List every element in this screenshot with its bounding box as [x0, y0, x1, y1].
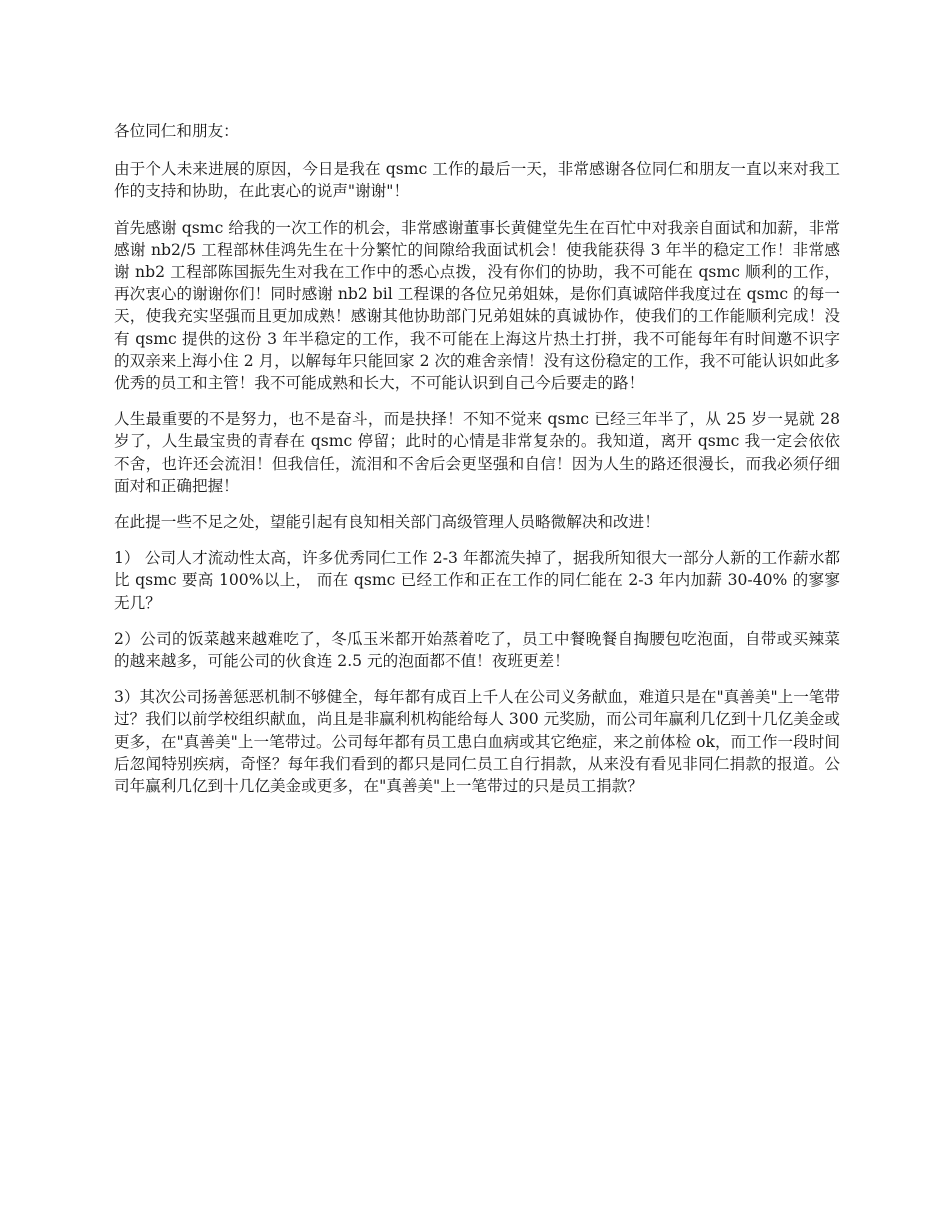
paragraph-thanks: 首先感谢 qsmc 给我的一次工作的机会，非常感谢董事长黄健堂先生在百忙中对我亲自面试和加薪，非常感谢 nb2/5 工程部林佳鸿先生在十分繁忙的间隙给我面试机会！使我能获得 3 年半的稳定工作！非常感谢 nb2 工程部陈国振先生对我在工作中的悉心点拨，没有你们的协助，我不可能在 qsmc 顺利的工作，再次衷心的谢谢你们！同时感谢 nb2 bil 工程课的各位兄弟姐妹，是你们真诚陪伴我度过在 qsmc 的每一天，使我充实坚强而且更加成熟！感谢其他协助部门兄弟姐妹的真诚协作，使我们的工作能顺利完成！没有 qsmc 提供的这份 3 年半稳定的工作，我不可能在上海这片热土打拼，我不可能每年有时间邀不识字的双亲来上海小住 2 月，以解每年只能回家 2 次的难舍亲情！没有这份稳定的工作，我不可能认识如此多优秀的员工和主管！我不可能成熟和长大，不可能认识到自己今后要走的路！ — [114, 218, 840, 393]
paragraph-point-2: 2）公司的饭菜越来越难吃了，冬瓜玉米都开始蒸着吃了，员工中餐晚餐自掏腰包吃泡面，自带或买辣菜的越来越多，可能公司的伙食连 2.5 元的泡面都不值！夜班更差！ — [114, 629, 840, 671]
paragraph-suggestions-intro: 在此提一些不足之处，望能引起有良知相关部门高级管理人员略微解决和改进！ — [114, 513, 660, 532]
paragraph-reflection: 人生最重要的不是努力，也不是奋斗，而是抉择！不知不觉来 qsmc 已经三年半了，从 25 岁一晃就 28 岁了，人生最宝贵的青春在 qsmc 停留；此时的心情是非常复杂的。我知道，离开 qsmc 我一定会依依不舍，也许还会流泪！但我信任，流泪和不舍后会更坚强和自信！因为人生的路还很漫长，而我必须仔细面对和正确把握！ — [114, 410, 840, 495]
document-body — [114, 120, 840, 811]
paragraph-point-1: 1） 公司人才流动性太高，许多优秀同仁工作 2-3 年都流失掉了，据我所知很大一部分人新的工作薪水都比 qsmc 要高 100%以上， 而在 qsmc 已经工作和正在工作的同仁能在 2-3 年内加薪 30-40% 的寥寥无几？ — [114, 549, 840, 612]
greeting: 各位同仁和朋友： — [114, 122, 239, 140]
paragraph-point-3: 3）其次公司扬善惩恶机制不够健全，每年都有成百上千人在公司义务献血，难道只是在"真善美"上一笔带过？我们以前学校组织献血，尚且是非赢利机构能给每人 300 元奖励，而公司年赢利几亿到十几亿美金或更多，在"真善美"上一笔带过。公司每年都有员工患白血病或其它绝症，来之前体检 ok，而工作一段时间后忽闻特别疾病，奇怪？每年我们看到的都只是同仁员工自行捐款，从来没有看见非同仁捐款的报道。公司年赢利几亿到十几亿美金或更多，在"真善美"上一笔带过的只是员工捐款？ — [114, 688, 840, 796]
paragraph-farewell: 由于个人未来进展的原因，今日是我在 qsmc 工作的最后一天，非常感谢各位同仁和朋友一直以来对我工作的支持和协助，在此衷心的说声"谢谢"！ — [114, 160, 840, 201]
